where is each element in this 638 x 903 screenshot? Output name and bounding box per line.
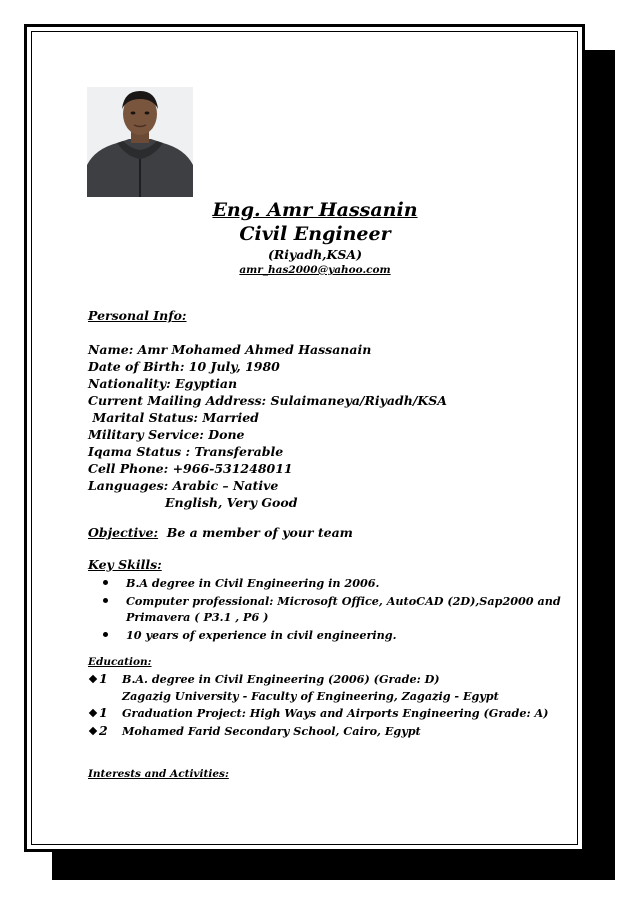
location: (Riyadh,KSA) [267, 247, 363, 262]
info-phone: Cell Phone: +966-531248011 [88, 461, 293, 476]
skill-text: Computer professional: Microsoft Office, AutoCAD (2D),Sap2000 and Primavera ( P3.1 , P6 ) [126, 594, 561, 624]
info-marital: Marital Status: Married [88, 410, 259, 425]
personal-info-heading: Personal Info: [88, 308, 187, 323]
diamond-icon [89, 726, 97, 734]
info-languages-second: English, Very Good [165, 495, 298, 510]
list-item [88, 705, 568, 722]
profile-photo [87, 87, 193, 197]
education-heading: Education: [88, 656, 152, 668]
key-skills-heading: Key Skills: [88, 557, 162, 572]
info-military: Military Service: Done [88, 427, 245, 442]
info-address: Current Mailing Address: Sulaimaneya/Riyadh/KSA [88, 393, 447, 408]
education-marker: 2 [90, 723, 108, 740]
list-item [88, 723, 568, 740]
resume-body [88, 306, 568, 782]
list-item [88, 593, 568, 625]
bullet-icon [103, 598, 108, 603]
skill-text: B.A degree in Civil Engineering in 2006. [126, 576, 380, 590]
bullet-icon [103, 632, 108, 637]
skill-text: 10 years of experience in civil engineering. [126, 628, 397, 642]
info-dob: Date of Birth: 10 July, 1980 [88, 359, 280, 374]
diamond-icon [89, 709, 97, 717]
education-text: Mohamed Farid Secondary School, Cairo, Egypt [122, 723, 421, 738]
list-item [88, 627, 568, 643]
education-marker: 1 [90, 705, 108, 722]
key-skills-list [88, 575, 568, 643]
education-text: Graduation Project: High Ways and Airports Engineering (Grade: A) [122, 706, 549, 720]
interests-heading: Interests and Activities: [88, 768, 229, 780]
diamond-icon [89, 675, 97, 683]
email-link[interactable]: amr_has2000@yahoo.com [239, 264, 391, 276]
info-languages: Languages: Arabic – Native [88, 478, 279, 493]
objective [88, 523, 568, 543]
objective-text: Be a member of your team [166, 525, 353, 540]
objective-label: Objective: [88, 525, 159, 540]
education-text: B.A. degree in Civil Engineering (2006) (Grade: D) [122, 672, 440, 686]
candidate-name: Eng. Amr Hassanin [212, 199, 418, 221]
bullet-icon [103, 580, 108, 585]
info-iqama: Iqama Status : Transferable [88, 444, 284, 459]
job-title: Civil Engineer [239, 223, 391, 245]
education-list [88, 671, 568, 739]
info-nationality: Nationality: Egyptian [88, 376, 238, 391]
list-item [88, 671, 568, 704]
info-name: Name: Amr Mohamed Ahmed Hassanain [88, 342, 372, 357]
resume-header [190, 198, 440, 277]
education-marker: 1 [90, 671, 108, 688]
education-subtext: Zagazig University - Faculty of Engineering, Zagazig - Egypt [122, 688, 499, 703]
list-item [88, 575, 568, 591]
